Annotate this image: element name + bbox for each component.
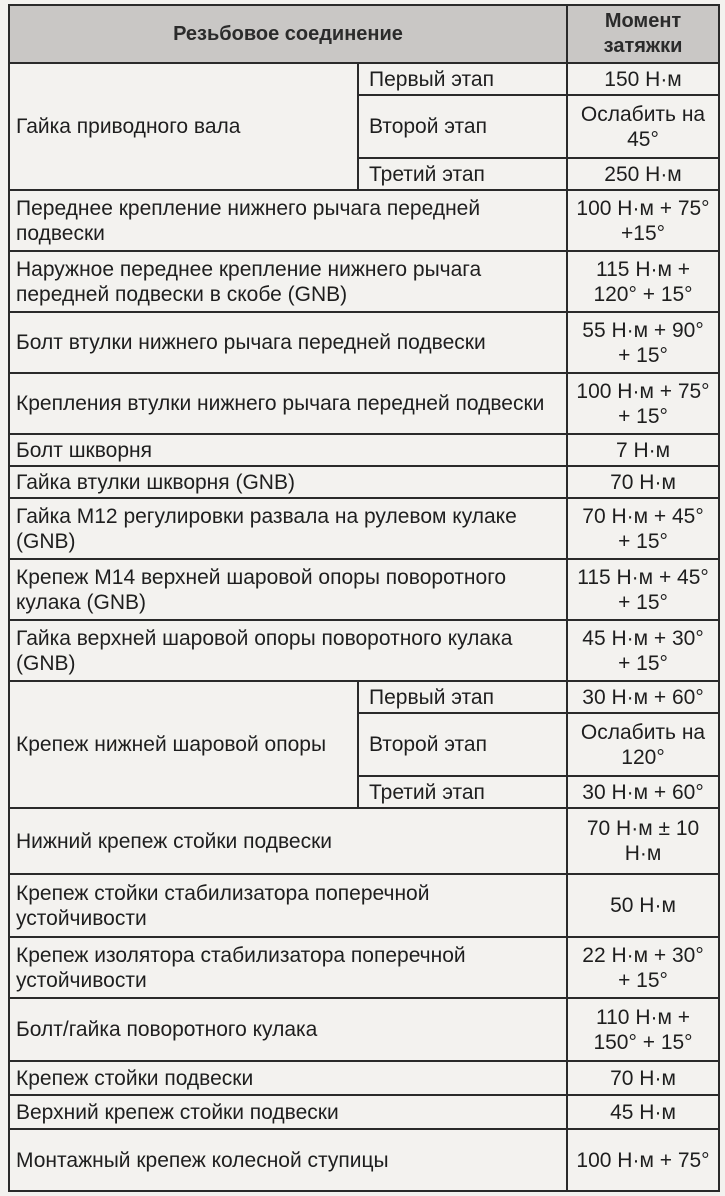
row-name: Переднее крепление нижнего рычага передней подвески (9, 190, 567, 251)
torque-value: 70 Н·м (567, 1061, 719, 1095)
table-row (9, 498, 719, 559)
row-name: Гайка втулки шкворня (GNB) (9, 466, 567, 498)
torque-value: Ослабить на 120° (567, 713, 719, 776)
torque-value: 100 Н·м + 75°+15° (567, 190, 719, 251)
torque-value: 30 Н·м + 60° (567, 681, 719, 713)
table-row (9, 620, 719, 681)
row-name: Болт/гайка поворотного кулака (9, 998, 567, 1061)
row-name: Гайка М12 регулировки развала на рулевом кулаке (GNB) (9, 498, 567, 559)
torque-value: 150 Н·м (567, 63, 719, 95)
torque-value: 110 Н·м + 150° + 15° (567, 998, 719, 1061)
table-row (9, 434, 719, 466)
table-row (9, 373, 719, 434)
table-row (9, 63, 719, 95)
stage-label: Первый этап (358, 63, 567, 95)
stage-label: Первый этап (358, 681, 567, 713)
row-name: Болт шкворня (9, 434, 567, 466)
stage-label: Третий этап (358, 776, 567, 808)
torque-value: 115 Н·м + 45° + 15° (567, 559, 719, 620)
torque-value: 30 Н·м + 60° (567, 776, 719, 808)
torque-value: 55 Н·м + 90° + 15° (567, 312, 719, 373)
row-name: Крепеж стойки стабилизатора поперечной устойчивости (9, 874, 567, 937)
row-name: Крепеж стойки подвески (9, 1061, 567, 1095)
table-row (9, 808, 719, 874)
row-name: Нижний крепеж стойки подвески (9, 808, 567, 874)
row-name: Крепеж нижней шаровой опоры (9, 681, 358, 808)
table-row (9, 937, 719, 998)
row-name: Гайка приводного вала (9, 63, 358, 190)
table-row (9, 190, 719, 251)
header-torque: Момент затяжки (567, 5, 719, 63)
table-row (9, 1129, 719, 1191)
stage-label: Второй этап (358, 713, 567, 776)
table-row (9, 251, 719, 312)
torque-value: 50 Н·м (567, 874, 719, 937)
row-name: Монтажный крепеж колесной ступицы (9, 1129, 567, 1191)
row-name: Болт втулки нижнего рычага передней подвески (9, 312, 567, 373)
table-row (9, 874, 719, 937)
table-row (9, 1095, 719, 1129)
header-row (9, 5, 719, 63)
row-name: Крепеж изолятора стабилизатора поперечной устойчивости (9, 937, 567, 998)
table-row (9, 998, 719, 1061)
table-row (9, 466, 719, 498)
torque-value: 115 Н·м + 120° + 15° (567, 251, 719, 312)
torque-value: 45 Н·м (567, 1095, 719, 1129)
torque-value: 22 Н·м + 30° + 15° (567, 937, 719, 998)
header-connection: Резьбовое соединение (9, 5, 567, 63)
torque-value: Ослабить на 45° (567, 95, 719, 158)
torque-value: 100 Н·м + 75° (567, 1129, 719, 1191)
row-name: Верхний крепеж стойки подвески (9, 1095, 567, 1129)
row-name: Крепеж М14 верхней шаровой опоры поворотного кулака (GNB) (9, 559, 567, 620)
torque-value: 70 Н·м + 45° + 15° (567, 498, 719, 559)
torque-value: 250 Н·м (567, 158, 719, 190)
table-row (9, 1061, 719, 1095)
torque-value: 100 Н·м + 75° + 15° (567, 373, 719, 434)
torque-table (8, 4, 720, 1192)
table-row (9, 681, 719, 713)
torque-value: 70 Н·м (567, 466, 719, 498)
row-name: Наружное переднее крепление нижнего рычага передней подвески в скобе (GNB) (9, 251, 567, 312)
row-name: Гайка верхней шаровой опоры поворотного кулака (GNB) (9, 620, 567, 681)
row-name: Крепления втулки нижнего рычага передней подвески (9, 373, 567, 434)
stage-label: Второй этап (358, 95, 567, 158)
table-row (9, 559, 719, 620)
table-row (9, 312, 719, 373)
torque-value: 70 Н·м ± 10 Н·м (567, 808, 719, 874)
torque-value: 45 Н·м + 30° + 15° (567, 620, 719, 681)
torque-value: 7 Н·м (567, 434, 719, 466)
stage-label: Третий этап (358, 158, 567, 190)
